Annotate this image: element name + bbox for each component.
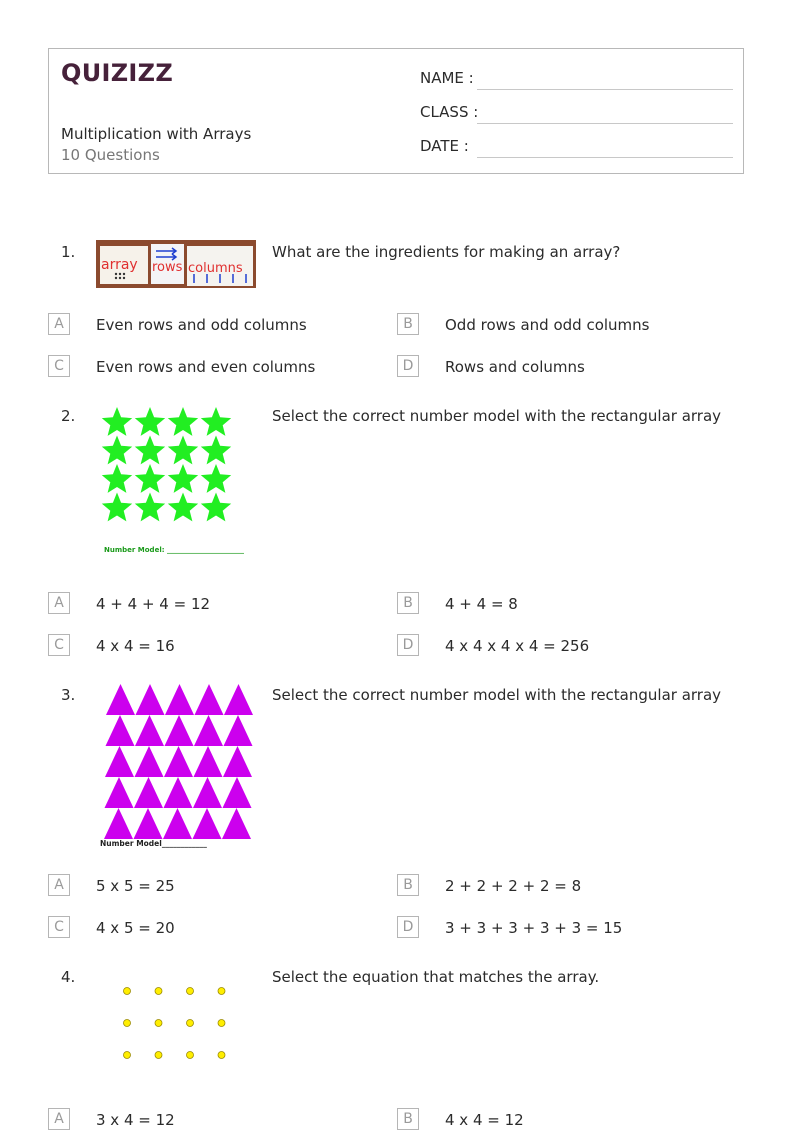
number-model-caption: Number Model____________: [100, 839, 207, 848]
option-d-box[interactable]: D: [397, 355, 419, 377]
star-shape: [135, 464, 165, 493]
image-word-array: array: [101, 257, 138, 273]
option-b-text: 2 + 2 + 2 + 2 = 8: [445, 877, 582, 895]
option-c-text: 4 x 4 = 16: [96, 637, 175, 655]
dot-shape: [218, 1020, 225, 1027]
svg-text:QUIZIZZ: QUIZIZZ: [61, 59, 174, 87]
star-shape: [201, 436, 231, 465]
option-c-box[interactable]: C: [48, 916, 70, 938]
triangle-shape: [135, 746, 164, 777]
triangle-shape: [134, 808, 163, 839]
triangle-shape: [223, 746, 252, 777]
triangle-shape: [195, 684, 224, 715]
option-c-text: Even rows and even columns: [96, 358, 316, 376]
triangle-shape: [164, 746, 193, 777]
dot-shape: [124, 1020, 131, 1027]
question-count: 10 Questions: [61, 146, 160, 164]
star-shape: [168, 436, 198, 465]
dot-shape: [218, 988, 225, 995]
option-a-text: 3 x 4 = 12: [96, 1111, 175, 1129]
triangle-shape: [134, 777, 163, 808]
option-b-text: 4 x 4 = 12: [445, 1111, 524, 1129]
option-b-text: Odd rows and odd columns: [445, 316, 650, 334]
star-shape: [201, 493, 231, 522]
image-word-columns: columns: [188, 261, 243, 276]
star-shape: [168, 464, 198, 493]
worksheet-header: [48, 48, 744, 174]
star-shape: [102, 436, 132, 465]
star-shape: [135, 493, 165, 522]
triangle-shape: [165, 684, 194, 715]
star-shape: [168, 493, 198, 522]
option-b-box[interactable]: B: [397, 592, 419, 614]
star-shape: [135, 436, 165, 465]
option-c-text: 4 x 5 = 20: [96, 919, 175, 937]
triangle-shape: [164, 777, 193, 808]
option-c-box[interactable]: C: [48, 355, 70, 377]
triangle-shape: [165, 715, 194, 746]
triangle-shape: [194, 715, 223, 746]
question-4-image: [96, 976, 256, 1076]
star-shape: [102, 464, 132, 493]
dot-shape: [124, 1052, 131, 1059]
image-word-rows: rows: [152, 260, 183, 275]
option-b-box[interactable]: B: [397, 874, 419, 896]
star-shape: [201, 464, 231, 493]
dot-shape: [155, 988, 162, 995]
triangle-shape: [224, 715, 253, 746]
quizizz-logo-mark: [61, 57, 174, 87]
question-3-image: [96, 682, 258, 856]
question-2-image: [96, 402, 258, 562]
star-shape: [102, 493, 132, 522]
dot-shape: [187, 1052, 194, 1059]
option-b-text: 4 + 4 = 8: [445, 595, 518, 613]
star-shape: [168, 407, 198, 436]
option-c-box[interactable]: C: [48, 634, 70, 656]
option-a-box[interactable]: A: [48, 874, 70, 896]
triangle-shape: [105, 746, 134, 777]
dot-shape: [155, 1052, 162, 1059]
class-label: CLASS :: [420, 103, 479, 121]
dot-shape: [218, 1052, 225, 1059]
dot-shape: [124, 988, 131, 995]
triangle-shape: [105, 777, 134, 808]
date-line[interactable]: [477, 157, 733, 158]
name-label: NAME :: [420, 69, 474, 87]
question-text: Select the equation that matches the array.: [272, 968, 600, 986]
triangle-shape: [106, 715, 135, 746]
option-a-text: Even rows and odd columns: [96, 316, 307, 334]
option-b-box[interactable]: B: [397, 313, 419, 335]
option-a-box[interactable]: A: [48, 592, 70, 614]
question-number: 1.: [61, 243, 76, 261]
triangle-shape: [135, 715, 164, 746]
triangle-shape: [194, 746, 223, 777]
option-a-text: 5 x 5 = 25: [96, 877, 175, 895]
question-text: What are the ingredients for making an array?: [272, 243, 621, 261]
triangle-shape: [223, 777, 252, 808]
option-a-box[interactable]: A: [48, 313, 70, 335]
name-line[interactable]: [477, 89, 733, 90]
star-shape: [135, 407, 165, 436]
dot-shape: [155, 1020, 162, 1027]
question-number: 4.: [61, 968, 76, 986]
triangle-shape: [163, 808, 192, 839]
question-1-image: [96, 240, 256, 292]
triangle-shape: [222, 808, 251, 839]
option-d-box[interactable]: D: [397, 916, 419, 938]
triangle-shape: [193, 808, 222, 839]
option-d-text: 4 x 4 x 4 x 4 = 256: [445, 637, 590, 655]
class-line[interactable]: [477, 123, 733, 124]
triangle-shape: [136, 684, 165, 715]
triangle-shape: [106, 684, 135, 715]
option-a-box[interactable]: A: [48, 1108, 70, 1130]
number-model-caption: Number Model: ______________________: [104, 546, 244, 554]
triangle-shape: [193, 777, 222, 808]
star-shape: [102, 407, 132, 436]
option-d-text: Rows and columns: [445, 358, 585, 376]
date-label: DATE :: [420, 137, 469, 155]
option-a-text: 4 + 4 + 4 = 12: [96, 595, 211, 613]
worksheet-title: Multiplication with Arrays: [61, 125, 252, 143]
triangle-shape: [104, 808, 133, 839]
question-text: Select the correct number model with the rectangular array: [272, 686, 722, 704]
question-text: Select the correct number model with the rectangular array: [272, 407, 722, 425]
dot-shape: [187, 988, 194, 995]
option-d-box[interactable]: D: [397, 634, 419, 656]
quizizz-logo: [61, 57, 174, 89]
dot-shape: [187, 1020, 194, 1027]
question-number: 3.: [61, 686, 76, 704]
star-shape: [201, 407, 231, 436]
option-d-text: 3 + 3 + 3 + 3 + 3 = 15: [445, 919, 623, 937]
option-b-box[interactable]: B: [397, 1108, 419, 1130]
triangle-shape: [224, 684, 253, 715]
question-number: 2.: [61, 407, 76, 425]
